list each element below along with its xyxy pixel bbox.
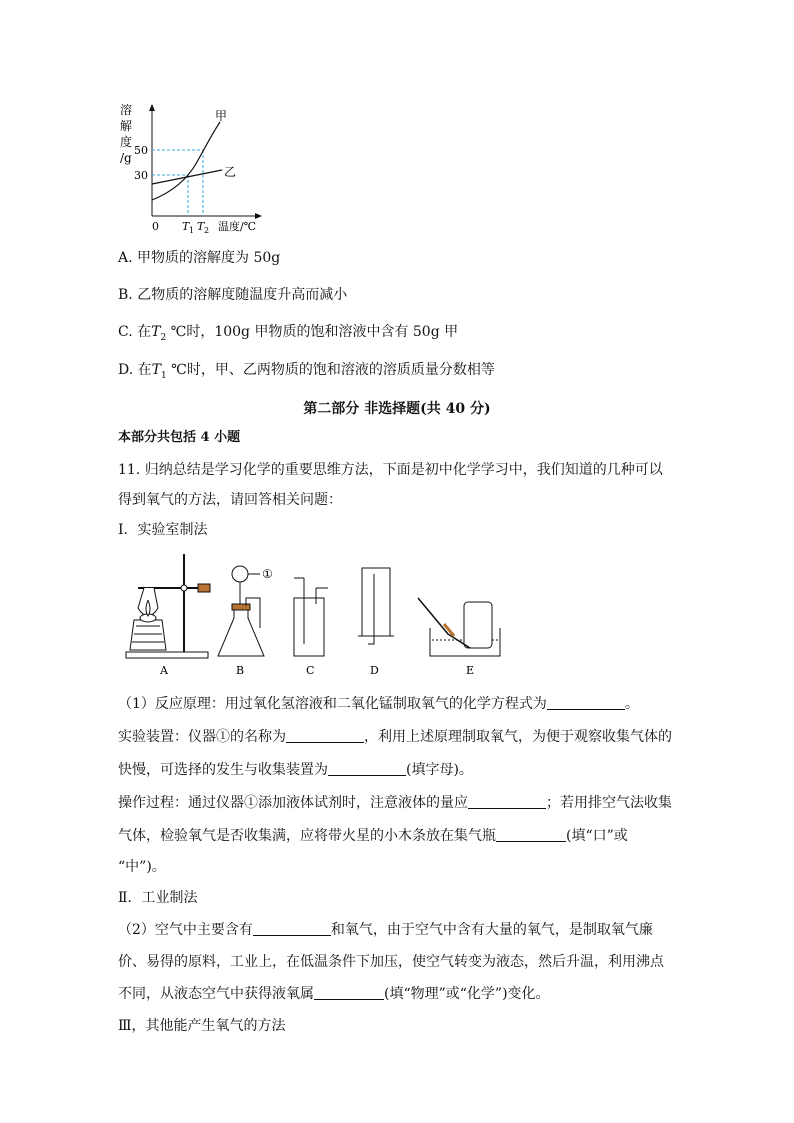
q11-p3-text-a: 快慢，可选择的发生与收集装置为	[118, 762, 328, 778]
apparatus-label-c: C	[306, 664, 315, 677]
option-d-post: ℃时，甲、乙两物质的饱和溶液的溶质质量分数相等	[166, 362, 495, 378]
answer-blank-change[interactable]	[314, 985, 384, 1000]
y-axis-label-3: 度	[120, 135, 133, 149]
solubility-graph	[112, 100, 272, 236]
x-tick-t1-sub: 1	[189, 226, 195, 235]
x-tick-t2-sub: 2	[204, 226, 210, 235]
q11-p7-text-b: 和氧气，由于空气中含有大量的氧气，是制取氧气廉	[330, 922, 653, 938]
option-c-sub: 2	[160, 332, 167, 343]
q11-line1: 11. 归纳总结是学习化学的重要思维方法，下面是初中化学学习中，我们知道的几种可以	[118, 462, 663, 478]
answer-blank-liquid[interactable]	[468, 794, 546, 809]
apparatus-e	[418, 598, 500, 656]
q11-p1-text: （1）反应原理：用过氧化氢溶液和二氧化锰制取氧气的化学方程式为	[118, 696, 547, 712]
option-d-sub: 1	[160, 370, 167, 381]
option-d-t: T	[151, 362, 161, 378]
y-tick-30: 30	[134, 169, 148, 182]
y-tick-50: 50	[134, 144, 148, 157]
y-axis-arrow	[149, 104, 155, 111]
q11-heading-lab: Ⅰ．实验室制法	[118, 522, 208, 538]
x-tick-t2: T	[197, 220, 205, 233]
circle-one-label: ①	[262, 567, 273, 581]
q11-p4	[118, 793, 672, 813]
q11-heading-industry: Ⅱ．工业制法	[118, 890, 198, 906]
option-c	[118, 322, 458, 348]
q11-p2-text-b: ，利用上述原理制取氧气，为便于观察收集气体的	[364, 729, 672, 745]
option-c-pre: C. 在	[118, 324, 152, 340]
q11-p2-text-a: 实验装置：仪器①的名称为	[118, 729, 286, 745]
option-d-pre: D. 在	[118, 362, 152, 378]
curve-yi-label: 乙	[224, 165, 237, 179]
apparatus-label-e: E	[466, 664, 475, 677]
q11-p4-text-b: ；若用排空气法收集	[546, 795, 672, 811]
origin-label: 0	[152, 220, 159, 233]
answer-blank-position[interactable]	[496, 827, 566, 842]
apparatus-label-b: B	[236, 664, 245, 677]
answer-blank-equation[interactable]	[547, 695, 625, 710]
y-axis-label-2: 解	[120, 119, 133, 133]
answer-blank-air[interactable]	[253, 921, 331, 936]
option-d	[118, 360, 495, 386]
q11-line2: 得到氧气的方法，请回答相关问题：	[118, 492, 342, 508]
q11-p3	[118, 760, 473, 780]
q11-heading-other: Ⅲ，其他能产生氧气的方法	[118, 1018, 286, 1034]
apparatus-c	[294, 578, 328, 656]
q11-p9-text-a: 不同，从液态空气中获得液氧属	[118, 986, 314, 1002]
q11-p6: “中”)。	[118, 859, 166, 875]
option-a: A. 甲物质的溶解度为 50g	[118, 250, 281, 266]
q11-p4-text-a: 操作过程：通过仪器①添加液体试剂时，注意液体的量应	[118, 795, 468, 811]
option-c-t: T	[151, 324, 161, 340]
apparatus-b	[218, 566, 264, 656]
y-axis-label-1: 溶	[120, 103, 133, 117]
q11-p9-text-b: (填“物理”或“化学”)变化。	[384, 986, 550, 1002]
q11-p5	[118, 826, 628, 846]
apparatus-label-a: A	[160, 664, 168, 677]
section-title: 第二部分 非选择题(共 40 分)	[303, 401, 491, 417]
apparatus-d	[358, 568, 394, 644]
y-axis-label-4: /g	[120, 151, 132, 165]
q11-p5-text-b: (填“口”或	[566, 828, 628, 844]
section-note: 本部分共包括 4 小题	[118, 430, 241, 445]
x-axis-label: 温度/℃	[218, 220, 257, 233]
curve-yi	[152, 170, 222, 184]
x-tick-t1: T	[182, 220, 190, 233]
x-axis-arrow	[255, 213, 262, 219]
q11-p7-text-a: （2）空气中主要含有	[118, 922, 253, 938]
q11-p3-text-b: (填字母)。	[406, 762, 473, 778]
q11-p7	[118, 920, 653, 940]
curve-jia	[152, 122, 220, 200]
option-c-post: ℃时，100g 甲物质的饱和溶液中含有 50g 甲	[166, 324, 459, 340]
q11-p8: 价、易得的原料，工业上，在低温条件下加压，使空气转变为液态，然后升温，利用沸点	[118, 954, 664, 970]
apparatus-label-d: D	[370, 664, 379, 677]
answer-blank-instrument[interactable]	[286, 728, 364, 743]
q11-p1-end: 。	[624, 696, 639, 712]
curve-jia-label: 甲	[215, 109, 228, 123]
q11-p1	[118, 694, 639, 714]
answer-blank-devices[interactable]	[328, 761, 406, 776]
q11-p5-text-a: 气体，检验氧气是否收集满，应将带火星的小木条放在集气瓶	[118, 828, 496, 844]
option-b: B. 乙物质的溶解度随温度升高而减小	[118, 287, 348, 303]
q11-p9	[118, 984, 550, 1004]
q11-p2	[118, 727, 672, 747]
apparatus-figure	[118, 548, 518, 678]
apparatus-a	[126, 554, 210, 658]
